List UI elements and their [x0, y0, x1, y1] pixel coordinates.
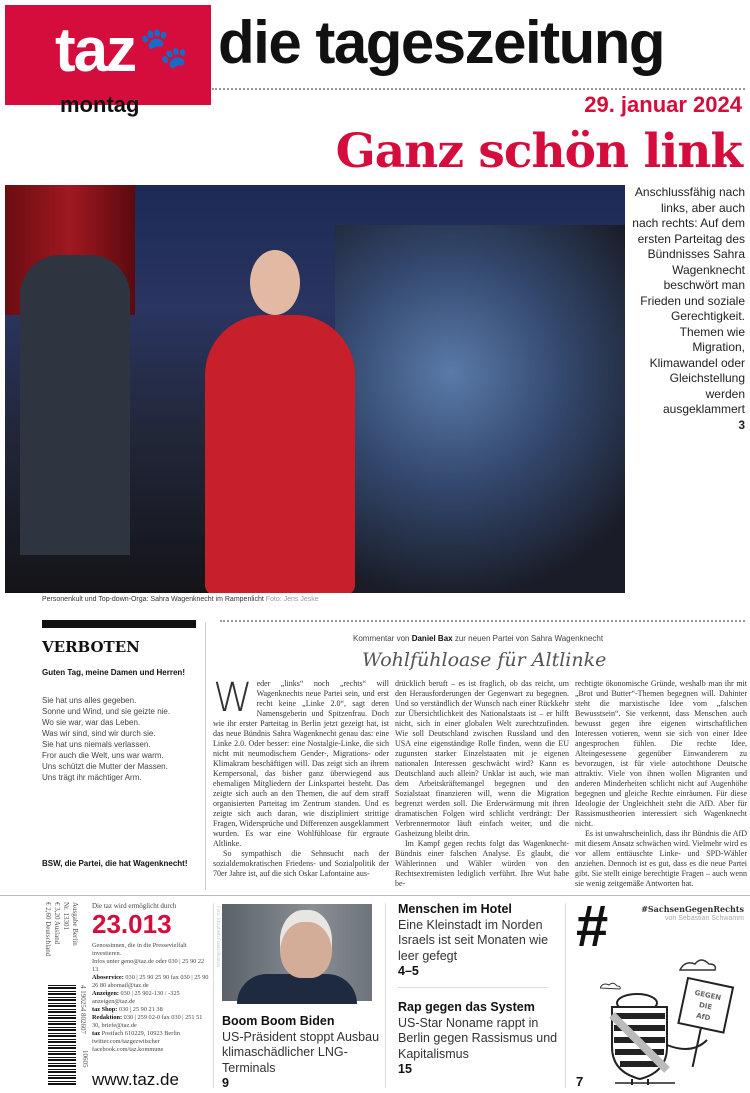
verboten-greeting: Guten Tag, meine Damen und Herren!: [42, 668, 185, 677]
photo-credit: Foto: Jens Jeske: [265, 596, 319, 603]
saxony-crest-cartoon[interactable]: [600, 950, 745, 1085]
paw-icon: 🐾: [139, 26, 187, 70]
verboten-punchline: BSW, die Partei, die hat Wagenknecht!: [42, 859, 188, 868]
lead-photo[interactable]: [5, 185, 625, 593]
column-divider: [205, 622, 206, 890]
commentary-column-3: rechtigte ökonomische Gründe, weshalb man ihr mit „Brot und Butter“-Themen begegnen will. Dahinter steht die marxistische Idee vom „falschen Bewusstsein“. Sie verkennt, dass Menschen auch bewusst gegen ihre eigenen wirtschaftlichen Interessen votieren, wenn sie sich von einer Idee angesprochen fühlen. Die rechte Idee, Alteingesessene gegenüber Einwanderern zu bevorzugen, ist für viele autochthone Deutsche attraktiv. Viele von ihnen wollen Migranten und anderen Minderheiten schlicht nicht auf Augenhöhe begegnen und gleiche Rechte einräumen. Für diese Ideologie der Ungleichheit steht die AfD. Aber für Rassismustheorien interessiert sich Wagenknecht nicht. Es ist unwahrscheinlich, dass ihr Bündnis die AfD mit diesem Ansatz schwächen wird. Vielmehr wird es vor allem enttäuschte Linke- und SPD-Wähler anziehen. Dennoch ist es gut, dass es die neue Partei gibt. Sie stellt einige berechtigte Fragen – auch wenn sie wenig zeitgemäße Antworten hat.: [575, 679, 747, 888]
teaser-hotel[interactable]: Menschen im Hotel Eine Kleinstadt im Norden Israels ist seit Monaten wie leer gefegt 4–5: [398, 902, 558, 980]
svg-text:DIE: DIE: [698, 1000, 713, 1012]
page-ref: 9: [222, 1076, 229, 1090]
page-ref: 15: [398, 1062, 412, 1076]
column-divider: [565, 903, 566, 1088]
weekday: montag: [60, 92, 140, 117]
hash-icon: #: [576, 894, 609, 959]
commentary-title[interactable]: Wohlfühloase für Altlinke: [362, 649, 607, 671]
verboten-title: VERBOTEN: [42, 638, 140, 656]
column-divider: [385, 903, 386, 1088]
teaser-biden[interactable]: Boom Boom Biden US-Präsident stoppt Ausbau klimaschädlicher LNG-Terminals 9: [222, 1014, 382, 1092]
barcode: [48, 985, 76, 1085]
price-abroad: € 3,20 Ausland: [53, 902, 61, 945]
issue-number: Nr. 13301: [62, 902, 70, 930]
cartoon-byline: von Sebastian Schwamm: [665, 915, 744, 922]
cartoon-tag[interactable]: #SachsenGegenRechts: [641, 904, 744, 914]
page-ref: 7: [576, 1074, 584, 1089]
lead-headline[interactable]: Ganz schön link: [335, 124, 742, 179]
taz-logo[interactable]: [5, 5, 211, 105]
author: Daniel Bax: [411, 634, 453, 643]
issue-code: 10605: [81, 1050, 89, 1068]
biden-photo[interactable]: [222, 904, 372, 1001]
barcode-number: 4 190254 802607: [79, 985, 87, 1034]
logo-text: taz: [55, 16, 136, 85]
sign-text: GEGEN: [693, 988, 722, 1003]
genos-lead: Die taz wird ermöglicht durch: [92, 902, 177, 910]
photo-credit: Foto: Elizabeth Frantz/Reuters: [215, 906, 220, 968]
divider: [212, 88, 745, 90]
lead-deck: Anschlussfähig nach links, aber auch nach rechts: Auf dem ersten Parteitag des Bündnisses Sahra Wagenknecht beschwört man Frieden und soziale Gerechtigkeit. Themen wie Migration, Klimawandel oder Gleichstellung werden ausgeklammert 3: [632, 185, 745, 432]
teaser-rap[interactable]: Rap gegen das System US-Star Noname rappt in Berlin gegen Rassismus und Kapitalismus 15: [398, 1000, 558, 1076]
photo-caption: Personenkult und Top-down-Orga: Sahra Wagenknecht im Rampenlicht Foto: Jens Jeske: [42, 596, 319, 603]
verboten-bar: [42, 620, 196, 628]
edition: Ausgabe Berlin: [71, 902, 79, 946]
svg-text:AfD: AfD: [695, 1011, 712, 1023]
price-germany: € 2,60 Deutschland: [44, 902, 52, 957]
website-link[interactable]: www.taz.de: [92, 1070, 179, 1089]
footer-divider: [0, 895, 750, 896]
issue-date: 29. januar 2024: [584, 92, 742, 117]
commentary-column-2: drücklich beruft – es ist fraglich, ob das reicht, um den Herausforderungen der Gegenwart zu begegnen. Und so verständlich der Wunsch nach einer Rückkehr zur Übersichtlichkeit des Nationalstaats ist – er hilft nicht, sich in einer globalen Welt zurechtzufinden. Wie soll Deutschland zwischen Russland und den USA eine eigenständige Rolle finden, wenn die EU zugunsten starker Einzelstaaten mit je eigenen nationalen Interessen geschwächt wird? Kann es Deutschland auch allein? Unklar ist auch, wie man dem Arbeitskräftemangel begegnen und den Sozialstaat finanzieren will, wenn die Migration begrenzt werden soll. Die Erderwärmung mit ihren dramatischen Folgen wird schlicht verdrängt: Der Verbrennermotor läuft einfach weiter, und die Gasheizung bleibt drin. Im Kampf gegen rechts folgt das Wagenknecht-Bündnis einer falschen Analyse. Es glaubt, die Wählerinnen und Wähler würden von den Rechtsextremisten lediglich verführt. Ihre Wut habe be-: [395, 679, 569, 888]
masthead-title: die tageszeitung: [218, 9, 665, 76]
page-ref: 3: [738, 417, 745, 432]
divider: [220, 620, 745, 622]
genos-count: 23.013: [92, 909, 172, 939]
verboten-text: Sie hat uns alles gegeben. Sonne und Wind, und sie geizte nie. Wo sie war, war das Leben. Was wir sind, sind wir durch sie. Sie hat uns niemals verlassen. Fror auch die Welt, uns war warm. Uns schützt die Mutter der Massen. Uns trägt ihr mächtiger Arm.: [42, 696, 171, 782]
drop-cap: W: [213, 679, 253, 721]
page-ref: 4–5: [398, 964, 419, 978]
commentary-column-1: Weder „links“ noch „rechts“ will Wagenknechts neue Partei sein, und erst recht keine „Linke 2.0“, sagt deren Namensgeberin und Spitzenfrau. Doch wie ihr erster Parteitag in Berlin jetzt gezeigt hat, ist das neue Bündnis Sahra Wagenknecht genau das: eine Linke 2.0. Oder besser: eine Nostalgie-Linke, die sich nicht mit neumodischem Gender-, Migrations- oder Klimakram beschäftigen will. Das zeigt sich an ihrem Kernpersonal, das bisher ganz überwiegend aus ehemaligen Mitgliedern der Linkspartei besteht. Das zeigte sich auch an den Themen, die auf dem straff organisierten Parteitag im Zentrum standen. Und es zeigte sich auch daran, wie diszipliniert strittige Fragen, Widersprüche und Differenzen ausgeklammert wurden. Es war eine Wohlfühloase für ergraute Altlinke. So sympathisch die Sehnsucht nach der sozialdemokratischen Friedens- und Sozialpolitik der 70er Jahre ist, auf die sich Oskar Lafontaine aus-: [213, 679, 389, 878]
teaser-divider: [398, 987, 548, 988]
commentary-kicker: Kommentar von Daniel Bax zur neuen Partei von Sahra Wagenknecht: [353, 634, 604, 643]
imprint: Genossinnen, die in die Pressevielfalt investieren. Infos unter geno@taz.de oder 030 | 25 90 22 13 Aboservice: 030 | 25 90 25 90 fax 030 | 25 90 26 80 abomail@taz.de Anzeigen: 030 | 25 902-130 / -325 anzeigen@taz.de taz Shop: 030 | 25 90 21 38 Redaktion: 030 | 259 02-0 fax 030 | 251 51 30, briefe@taz.de taz Postfach 610229, 10923 Berlin twitter.com/tazgezwitscher facebook.com/taz.kommune: [92, 942, 209, 1053]
